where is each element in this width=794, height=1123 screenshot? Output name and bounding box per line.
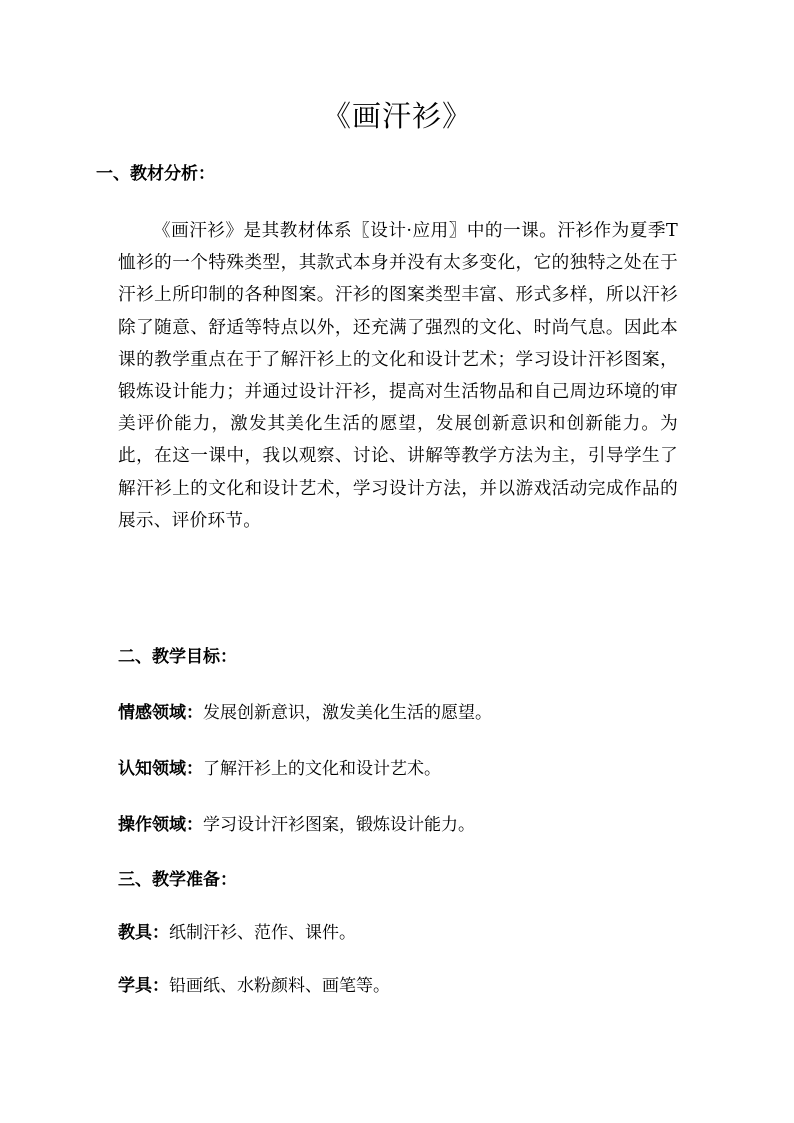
objective-text: 了解汗衫上的文化和设计艺术。	[203, 759, 441, 779]
preparation-text: 纸制汗衫、范作、课件。	[169, 923, 356, 943]
objective-item-cognitive	[118, 755, 441, 783]
objective-label: 操作领域：	[118, 815, 203, 835]
objective-label: 认知领域：	[118, 759, 203, 779]
preparation-label: 教具：	[118, 923, 169, 943]
preparation-text: 铅画纸、水粉颜料、画笔等。	[169, 976, 390, 996]
preparation-label: 学具：	[118, 976, 169, 996]
preparation-item-student	[118, 972, 390, 1000]
preparation-item-teacher	[118, 919, 356, 947]
objective-text: 学习设计汗衫图案，锻炼设计能力。	[203, 815, 475, 835]
objective-label: 情感领域：	[118, 703, 203, 723]
objective-item-operational	[118, 811, 475, 839]
section-heading-objectives: 二、教学目标：	[118, 647, 237, 667]
section-heading-preparation: 三、教学准备：	[118, 870, 237, 890]
objective-item-emotional	[118, 699, 492, 727]
section-heading-analysis: 一、教材分析：	[96, 164, 215, 184]
objective-text: 发展创新意识，激发美化生活的愿望。	[203, 703, 492, 723]
analysis-paragraph: 《画汗衫》是其教材体系〖设计·应用〗中的一课。汗衫作为夏季T恤衫的一个特殊类型，其款式本身并没有太多变化，它的独特之处在于汗衫上所印制的各种图案。汗衫的图案类型丰富、形式多样，所以汗衫除了随意、舒适等特点以外，还充满了强烈的文化、时尚气息。因此本课的教学重点在于了解汗衫上的文化和设计艺术；学习设计汗衫图案，锻炼设计能力；并通过设计汗衫，提高对生活物品和自己周边环境的审美评价能力，激发其美化生活的愿望，发展创新意识和创新能力。为此，在这一课中，我以观察、讨论、讲解等教学方法为主，引导学生了解汗衫上的文化和设计艺术，学习设计方法，并以游戏活动完成作品的展示、评价环节。	[118, 221, 678, 531]
document-title: 《画汗衫》	[321, 99, 472, 133]
